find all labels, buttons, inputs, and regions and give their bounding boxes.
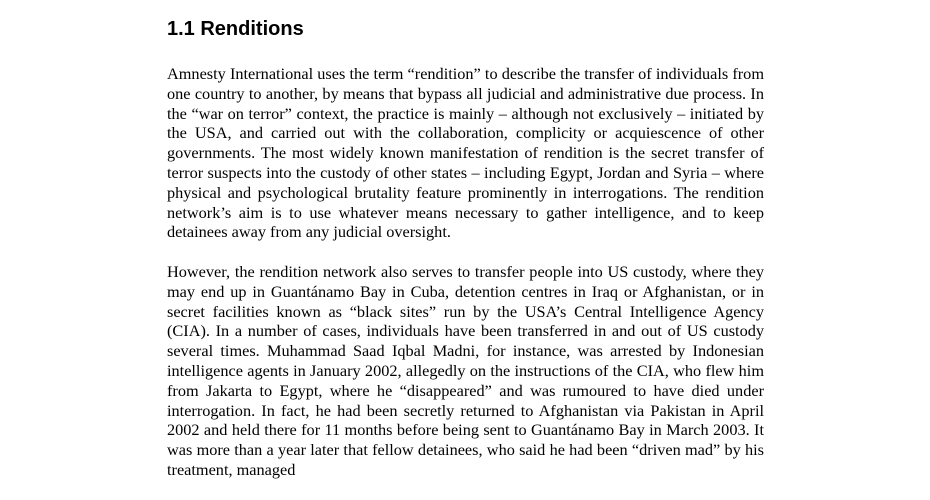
section-body (167, 64, 764, 500)
paragraph-us-custody: However, the rendition network also serves to transfer people into US custody, where they may end up in Guantánamo Bay in Cuba, detention centres in Iraq or Afghanistan, or in secret facilities known as “black sites” run by the USA’s Central Intelligence Agency (CIA). In a number of cases, individuals have been transferred in and out of US custody several times. Muhammad Saad Iqbal Madni, for instance, was arrested by Indonesian intelligence agents in January 2002, allegedly on the instructions of the CIA, who flew him from Jakarta to Egypt, where he “disappeared” and was rumoured to have died under interrogation. In fact, he had been secretly returned to Afghanistan via Pakistan in April 2002 and held there for 11 months before being sent to Guantánamo Bay in March 2003. It was more than a year later that fellow detainees, who said he had been “driven mad” by his treatment, managed (167, 261, 764, 479)
paragraph-renditions-definition: Amnesty International uses the term “rendition” to describe the transfer of individuals from one country to another, by means that bypass all judicial and administrative due process. In the “war on terror” context, the practice is mainly – although not exclusively – initiated by the USA, and carried out with the collaboration, complicity or acquiescence of other governments. The most widely known manifestation of rendition is the secret transfer of terror suspects into the custody of other states – including Egypt, Jordan and Syria – where physical and psychological brutality feature prominently in interrogations. The rendition network’s aim is to use whatever means necessary to gather intelligence, and to keep detainees away from any judicial oversight. (167, 64, 764, 242)
section-heading: 1.1 Renditions (167, 18, 304, 40)
